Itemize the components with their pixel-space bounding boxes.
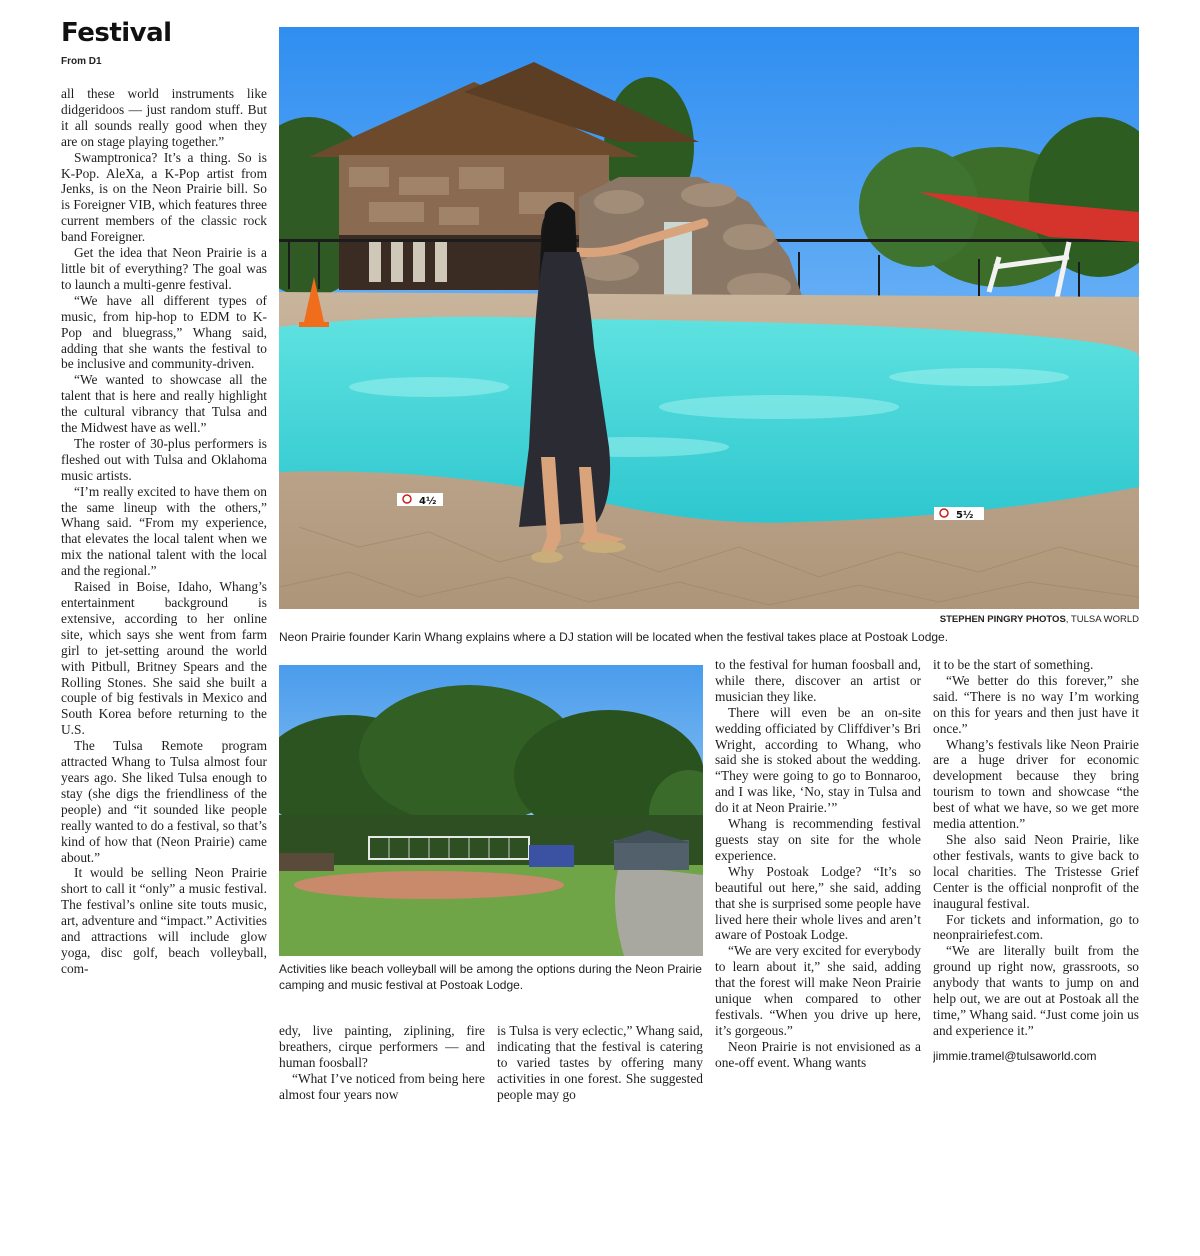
article-column-1 (61, 86, 267, 1106)
volleyball-court-photo (279, 665, 703, 956)
paragraph: it to be the start of something. (933, 657, 1094, 672)
article-column-4 (715, 657, 921, 1107)
paragraph: “We have all different types of music, from hip-hop to EDM to K-Pop and bluegrass,” Whang said, adding that she wants the festival to be inclusive and community-driven. (61, 292, 267, 372)
article-column-3 (497, 1023, 703, 1107)
paragraph: There will even be an on-site wedding officiated by Cliffdiver’s Bri Wright, according to Whang, who said she is stoked about the wedding. “They were going to go to Bonnaroo, and I was like, ‘No, stay in Tulsa and do it at Neon Prairie.’” (715, 704, 921, 816)
depth-marker-left: 4½ (419, 496, 437, 507)
paragraph: “We are literally built from the ground up right now, grassroots, so anybody that wants to jump on and help out, we are out at Postoak all the time,” Whang said. “Just come join us and experience it.” (933, 943, 1139, 1038)
paragraph: edy, live painting, ziplining, fire breathers, cirque performers — and human foosball? (279, 1023, 485, 1070)
second-photo-caption: Activities like beach volleyball will be among the options during the Neon Prairie camping and music festival at Postoak Lodge. (279, 962, 702, 992)
paragraph: Raised in Boise, Idaho, Whang’s entertainment background is extensive, according to her online site, which says she went from farm girl to jet-setting around the world with Pitbull, Britney Spears and the Rolling Stones. She said she built a couple of big festivals in Mexico and South Korea before returning to the U.S. (61, 579, 267, 738)
photo-credit (940, 614, 1139, 625)
paragraph: Whang is recommending festival guests stay on site for the whole experience. (715, 816, 921, 863)
article-column-5 (933, 657, 1139, 1107)
depth-marker-right: 5½ (956, 510, 974, 521)
paragraph: The Tulsa Remote program attracted Whang to Tulsa almost four years ago. She liked Tulsa enough to stay (she digs the friendliness of the people) and “it sounded like people really wanted to do a festival, so that’s kind of how that (Neon Prairie) came about.” (61, 738, 267, 865)
paragraph: “We better do this forever,” she said. “There is no way I’m working on this for years and then just have it once.” (933, 672, 1139, 736)
paragraph: Get the idea that Neon Prairie is a little bit of everything? The goal was to launch a multi-genre festival. (61, 245, 267, 292)
main-photo-caption: Neon Prairie founder Karin Whang explains where a DJ station will be located when the festival takes place at Postoak Lodge. (279, 630, 949, 644)
paragraph: Whang’s festivals like Neon Prairie are a huge driver for economic development because they bring tourism to town and showcase “the best of what we have, so we get more media attention.” (933, 736, 1139, 832)
paragraph: Swamptronica? It’s a thing. So is K-Pop. AleXa, a K-Pop artist from Jenks, is on the Neon Prairie bill. So is Foreigner VIB, which features three current members of the classic rock band Foreigner. (61, 149, 267, 245)
paragraph: “We wanted to showcase all the talent that is here and really highlight the cultural vibrancy that Tulsa and the Midwest have as well.” (61, 372, 267, 436)
paragraph: “I’m really excited to have them on the same lineup with the others,” Whang said. “From my experience, that elevates the local talent when we mix the national talent with the local and the regional.” (61, 483, 267, 579)
photo-credit-name: STEPHEN PINGRY PHOTOS (939, 614, 1066, 625)
paragraph: is Tulsa is very eclectic,” Whang said, indicating that the festival is catering to varied tastes by offering many activities in one forest. She suggested people may go (497, 1023, 703, 1102)
article-column-2 (279, 1023, 485, 1107)
paragraph: “What I’ve noticed from being here almost four years now (279, 1070, 485, 1102)
author-email: jimmie.tramel@tulsaworld.com (933, 1048, 1097, 1063)
section-title: Festival (61, 18, 172, 48)
paragraph: Why Postoak Lodge? “It’s so beautiful out here,” she said, adding that she is surprised some people have lived here their whole lives and aren’t aware of Postoak Lodge. (715, 863, 921, 943)
paragraph: The roster of 30-plus performers is fleshed out with Tulsa and Oklahoma music artists. (61, 435, 267, 483)
paragraph: Neon Prairie is not envisioned as a one-off event. Whang wants (715, 1038, 921, 1070)
paragraph: all these world instruments like didgeridoos — just random stuff. But it all sounds really good when they are on stage playing together.” (61, 86, 267, 149)
paragraph: She also said Neon Prairie, like other festivals, wants to give back to local charities. The Tristesse Grief Center is the official nonprofit of the inaugural festival. (933, 831, 1139, 911)
paragraph: It would be selling Neon Prairie short to call it “only” a music festival. The festival’s online site touts music, art, adventure and “impact.” Activities and attractions will include glow yoga, disc golf, beach volleyball, com- (61, 865, 267, 976)
paragraph: to the festival for human foosball and, while there, discover an artist or musician they like. (715, 657, 921, 704)
paragraph: For tickets and information, go to neonprairiefest.com. (933, 911, 1139, 943)
paragraph: “We are very excited for everybody to learn about it,” she said, adding that the forest will make Neon Prairie unique when compared to other festivals. “When you drive up here, it’s gorgeous.” (715, 943, 921, 1038)
jump-from-line: From D1 (61, 56, 102, 67)
photo-credit-outlet: , TULSA WORLD (1065, 614, 1139, 625)
main-photo-pool (279, 27, 1139, 609)
